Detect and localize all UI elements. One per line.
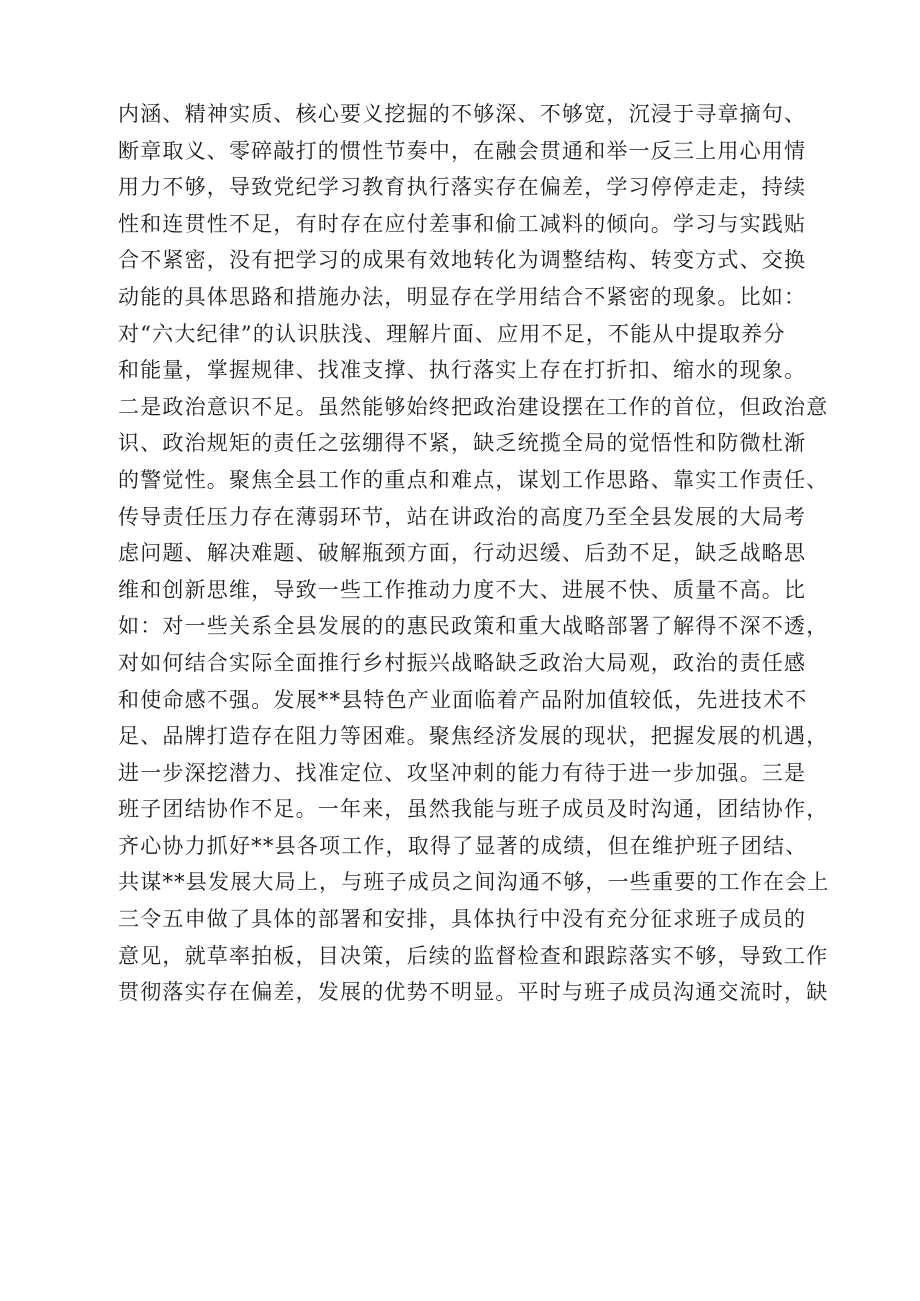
text-line: 对“六大纪律”的认识肤浅、理解片面、应用不足，不能从中提取养分 (118, 321, 786, 346)
text-line: 三令五申做了具体的部署和安排，具体执行中没有充分征求班子成员的 (118, 907, 807, 932)
text-line: 和使命感不强。发展**县特色产业面临着产品附加值较低，先进技术不 (118, 687, 808, 712)
text-line: 班子团结协作不足。一年来，虽然我能与班子成员及时沟通，团结协作， (118, 797, 829, 822)
text-line: 贯彻落实存在偏差，发展的优势不明显。平时与班子成员沟通交流时，缺 (118, 980, 829, 1005)
text-line: 如：对一些关系全县发展的的惠民政策和重大战略部署了解得不深不透， (118, 614, 829, 639)
text-line: 进一步深挖潜力、找准定位、攻坚冲刺的能力有待于进一步加强。三是 (118, 760, 807, 785)
text-line: 动能的具体思路和措施办法，明显存在学用结合不紧密的现象。比如： (118, 284, 807, 309)
text-line: 二是政治意识不足。虽然能够始终把政治建设摆在工作的首位，但政治意 (118, 394, 829, 419)
text-line: 用力不够，导致党纪学习教育执行落实存在偏差，学习停停走走，持续 (118, 175, 807, 200)
text-line: 维和创新思维，导致一些工作推动力度不大、进展不快、质量不高。比 (118, 577, 807, 602)
text-line: 识、政治规矩的责任之弦绷得不紧，缺乏统揽全局的觉悟性和防微杜渐 (118, 431, 807, 456)
text-line: 性和连贯性不足，有时存在应付差事和偷工减料的倾向。学习与实践贴 (118, 211, 807, 236)
text-line: 共谋**县发展大局上，与班子成员之间沟通不够，一些重要的工作在会上 (118, 870, 830, 895)
text-line: 意见，就草率拍板，目决策，后续的监督检查和跟踪落实不够，导致工作 (118, 943, 829, 968)
text-line: 断章取义、零碎敲打的惯性节奏中，在融会贯通和举一反三上用心用情 (118, 138, 807, 163)
text-line: 和能量，掌握规律、找准支撑、执行落实上存在打折扣、缩水的现象。 (118, 358, 807, 383)
text-line: 合不紧密，没有把学习的成果有效地转化为调整结构、转变方式、交换 (118, 248, 807, 273)
text-line: 足、品牌打造存在阻力等困难。聚焦经济发展的现状，把握发展的机遇， (118, 724, 829, 749)
text-line: 虑问题、解决难题、破解瓶颈方面，行动迟缓、后劲不足，缺乏战略思 (118, 541, 807, 566)
body-text (118, 96, 838, 1011)
text-line: 的警觉性。聚焦全县工作的重点和难点，谋划工作思路、靠实工作责任、 (118, 467, 829, 492)
text-line: 对如何结合实际全面推行乡村振兴战略缺乏政治大局观，政治的责任感 (118, 650, 807, 675)
text-line: 内涵、精神实质、核心要义挖掘的不够深、不够宽，沉浸于寻章摘句、 (118, 102, 807, 126)
text-line: 传导责任压力存在薄弱环节，站在讲政治的高度乃至全县发展的大局考 (118, 504, 807, 529)
text-line: 齐心协力抓好**县各项工作，取得了显著的成绩，但在维护班子团结、 (118, 833, 808, 858)
